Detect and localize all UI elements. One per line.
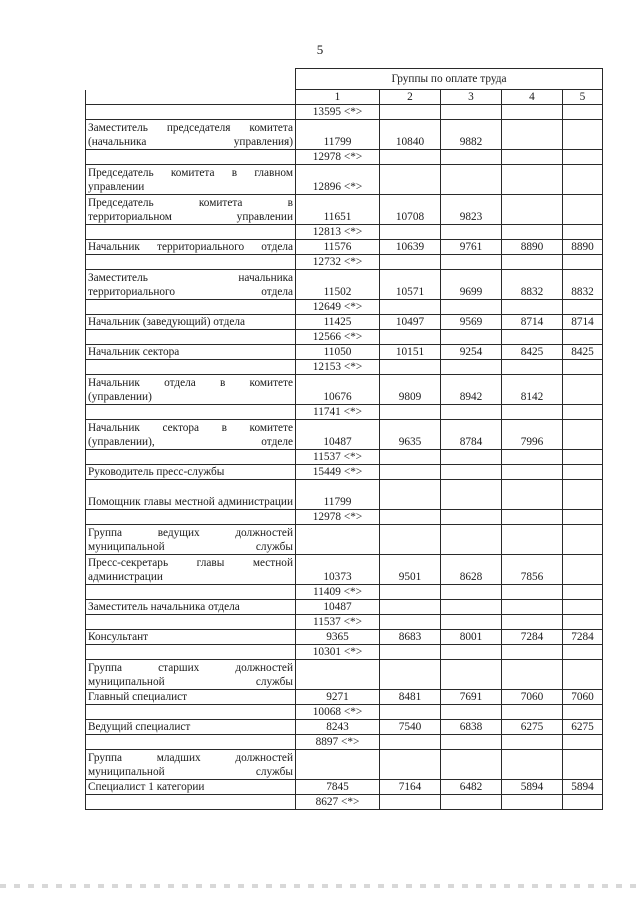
salary-cell-group-3 [441, 645, 502, 660]
position-name-cell [86, 795, 296, 810]
salary-cell-group-4 [502, 360, 563, 375]
salary-cell-group-4 [502, 750, 563, 780]
salary-cell-group-1: 12566 <*> [296, 330, 380, 345]
salary-cell-group-1: 11741 <*> [296, 405, 380, 420]
table-row [86, 315, 603, 330]
salary-cell-group-4: 7856 [502, 555, 563, 585]
position-name-cell [86, 405, 296, 420]
salary-cell-group-3 [441, 465, 502, 480]
salary-cell-group-1: 15449 <*> [296, 465, 380, 480]
salary-cell-group-1 [296, 660, 380, 690]
salary-cell-group-4 [502, 195, 563, 225]
salary-cell-group-3 [441, 660, 502, 690]
salary-cell-group-4 [502, 225, 563, 240]
salary-cell-group-4 [502, 150, 563, 165]
position-name-cell [86, 360, 296, 375]
salary-cell-group-4 [502, 615, 563, 630]
salary-cell-group-1 [296, 750, 380, 780]
table-row [86, 105, 603, 120]
salary-cell-group-5 [563, 795, 603, 810]
position-name-cell [86, 105, 296, 120]
salary-cell-group-4: 8890 [502, 240, 563, 255]
salary-cell-group-1: 9271 [296, 690, 380, 705]
table-row [86, 645, 603, 660]
table-row [86, 720, 603, 735]
salary-cell-group-5 [563, 465, 603, 480]
table-row [86, 450, 603, 465]
salary-cell-group-4 [502, 165, 563, 195]
salary-cell-group-3 [441, 750, 502, 780]
position-name-cell: Заместитель председателя комитета (начальника управления) [86, 120, 296, 150]
salary-cell-group-1: 9365 [296, 630, 380, 645]
table-row [86, 780, 603, 795]
table-row [86, 705, 603, 720]
position-name-cell: Начальник сектора [86, 345, 296, 360]
salary-cell-group-3 [441, 225, 502, 240]
salary-cell-group-3 [441, 255, 502, 270]
salary-cell-group-4 [502, 450, 563, 465]
salary-cell-group-2 [380, 330, 441, 345]
salary-cell-group-5 [563, 105, 603, 120]
salary-cell-group-5 [563, 165, 603, 195]
salary-cell-group-2: 10571 [380, 270, 441, 300]
salary-cell-group-2 [380, 360, 441, 375]
position-name-cell [86, 225, 296, 240]
position-name-cell: Консультант [86, 630, 296, 645]
salary-cell-group-1: 12153 <*> [296, 360, 380, 375]
salary-cell-group-4 [502, 705, 563, 720]
salary-cell-group-1: 11502 [296, 270, 380, 300]
salary-cell-group-1: 10676 [296, 375, 380, 405]
salary-cell-group-4: 7996 [502, 420, 563, 450]
salary-cell-group-2: 7540 [380, 720, 441, 735]
salary-cell-group-4 [502, 525, 563, 555]
position-name-cell: Пресс-секретарь главы местной администрации [86, 555, 296, 585]
table-row [86, 465, 603, 480]
salary-cell-group-4 [502, 255, 563, 270]
salary-cell-group-5 [563, 600, 603, 615]
salary-cell-group-1: 10487 [296, 420, 380, 450]
salary-cell-group-2: 8481 [380, 690, 441, 705]
salary-cell-group-1: 11799 [296, 480, 380, 510]
salary-cell-group-3: 8001 [441, 630, 502, 645]
salary-cell-group-1: 10068 <*> [296, 705, 380, 720]
salary-cell-group-5 [563, 255, 603, 270]
salary-cell-group-1: 11537 <*> [296, 615, 380, 630]
table-row [86, 510, 603, 525]
position-name-cell: Начальник территориального отдела [86, 240, 296, 255]
salary-cell-group-2 [380, 465, 441, 480]
salary-cell-group-5: 8832 [563, 270, 603, 300]
table-row [86, 360, 603, 375]
group-number: 4 [502, 90, 563, 105]
salary-cell-group-4 [502, 510, 563, 525]
salary-cell-group-5: 8425 [563, 345, 603, 360]
salary-cell-group-5: 8890 [563, 240, 603, 255]
salary-cell-group-3 [441, 615, 502, 630]
salary-cell-group-1: 10301 <*> [296, 645, 380, 660]
salary-cell-group-1: 11409 <*> [296, 585, 380, 600]
salary-cell-group-5: 7284 [563, 630, 603, 645]
salary-cell-group-3 [441, 165, 502, 195]
salary-cell-group-3: 8942 [441, 375, 502, 405]
salary-cell-group-2: 10151 [380, 345, 441, 360]
salary-cell-group-2 [380, 705, 441, 720]
table-row [86, 585, 603, 600]
table-row [86, 150, 603, 165]
position-name-cell: Ведущий специалист [86, 720, 296, 735]
salary-cell-group-2: 10708 [380, 195, 441, 225]
table-row [86, 165, 603, 195]
salary-cell-group-4: 7060 [502, 690, 563, 705]
salary-cell-group-1: 13595 <*> [296, 105, 380, 120]
position-name-cell: Главный специалист [86, 690, 296, 705]
group-number: 5 [563, 90, 603, 105]
salary-cell-group-3 [441, 405, 502, 420]
salary-cell-group-3 [441, 525, 502, 555]
salary-cell-group-5 [563, 225, 603, 240]
salary-cell-group-4 [502, 300, 563, 315]
salary-cell-group-4: 8832 [502, 270, 563, 300]
salary-cell-group-3: 8628 [441, 555, 502, 585]
salary-cell-group-5 [563, 555, 603, 585]
salary-cell-group-4: 8714 [502, 315, 563, 330]
salary-cell-group-2 [380, 615, 441, 630]
table-row [86, 270, 603, 300]
group-number: 1 [296, 90, 380, 105]
salary-cell-group-2 [380, 585, 441, 600]
salary-cell-group-3 [441, 300, 502, 315]
salary-cell-group-1: 11537 <*> [296, 450, 380, 465]
position-name-cell: Заместитель начальника отдела [86, 600, 296, 615]
table-row [86, 240, 603, 255]
table-row [86, 525, 603, 555]
salary-cell-group-3 [441, 330, 502, 345]
salary-cell-group-4 [502, 465, 563, 480]
salary-cell-group-2 [380, 600, 441, 615]
position-name-cell: Председатель комитета в территориальном управлении [86, 195, 296, 225]
table-row [86, 375, 603, 405]
salary-cell-group-2 [380, 480, 441, 510]
salary-cell-group-3 [441, 705, 502, 720]
group-number: 3 [441, 90, 502, 105]
table-row [86, 750, 603, 780]
salary-cell-group-1: 8897 <*> [296, 735, 380, 750]
salary-cell-group-3 [441, 150, 502, 165]
salary-cell-group-1: 8627 <*> [296, 795, 380, 810]
salary-cell-group-3: 9823 [441, 195, 502, 225]
salary-cell-group-1: 10487 [296, 600, 380, 615]
salary-cell-group-5 [563, 405, 603, 420]
salary-cell-group-3 [441, 795, 502, 810]
salary-cell-group-4 [502, 330, 563, 345]
table-body [86, 105, 603, 810]
position-name-cell [86, 150, 296, 165]
salary-cell-group-2 [380, 105, 441, 120]
salary-cell-group-2: 10639 [380, 240, 441, 255]
salary-cell-group-5 [563, 375, 603, 405]
salary-cell-group-3 [441, 480, 502, 510]
salary-cell-group-5 [563, 480, 603, 510]
salary-cell-group-5: 7060 [563, 690, 603, 705]
salary-cell-group-1 [296, 525, 380, 555]
salary-cell-group-1: 12813 <*> [296, 225, 380, 240]
salary-cell-group-5: 8714 [563, 315, 603, 330]
salary-cell-group-1: 12978 <*> [296, 510, 380, 525]
salary-cell-group-2 [380, 225, 441, 240]
scan-artifact [0, 884, 640, 888]
group-header: Группы по оплате труда [296, 69, 603, 90]
salary-cell-group-1: 11576 [296, 240, 380, 255]
salary-cell-group-3 [441, 585, 502, 600]
salary-cell-group-5 [563, 510, 603, 525]
salary-cell-group-3 [441, 105, 502, 120]
salary-cell-group-5 [563, 660, 603, 690]
salary-cell-group-4: 8425 [502, 345, 563, 360]
header-blank-cell [86, 69, 296, 90]
salary-cell-group-1: 12896 <*> [296, 165, 380, 195]
position-name-cell [86, 330, 296, 345]
salary-cell-group-2 [380, 510, 441, 525]
salary-cell-group-4: 8142 [502, 375, 563, 405]
position-name-cell: Заместитель начальника территориального отдела [86, 270, 296, 300]
salary-cell-group-5 [563, 750, 603, 780]
salary-cell-group-2: 9635 [380, 420, 441, 450]
position-name-cell [86, 255, 296, 270]
salary-cell-group-3 [441, 735, 502, 750]
salary-cell-group-4: 5894 [502, 780, 563, 795]
salary-cell-group-2: 10840 [380, 120, 441, 150]
table-row [86, 225, 603, 240]
salary-cell-group-3 [441, 510, 502, 525]
table-header-row [86, 69, 603, 90]
table-row [86, 330, 603, 345]
table-row [86, 420, 603, 450]
salary-cell-group-3: 9761 [441, 240, 502, 255]
salary-cell-group-2 [380, 795, 441, 810]
position-name-cell: Начальник отдела в комитете (управлении) [86, 375, 296, 405]
salary-cell-group-3 [441, 360, 502, 375]
salary-cell-group-4 [502, 585, 563, 600]
salary-cell-group-5 [563, 120, 603, 150]
position-name-cell [86, 615, 296, 630]
salary-cell-group-3: 6482 [441, 780, 502, 795]
position-name-cell: Начальник (заведующий) отдела [86, 315, 296, 330]
salary-cell-group-1: 8243 [296, 720, 380, 735]
salary-cell-group-2: 7164 [380, 780, 441, 795]
salary-table [85, 68, 603, 810]
salary-cell-group-5 [563, 645, 603, 660]
table-row [86, 690, 603, 705]
salary-cell-group-5 [563, 420, 603, 450]
salary-cell-group-3: 9254 [441, 345, 502, 360]
position-name-cell: Председатель комитета в главном управлении [86, 165, 296, 195]
salary-cell-group-4 [502, 405, 563, 420]
salary-cell-group-3: 9569 [441, 315, 502, 330]
salary-cell-group-4: 7284 [502, 630, 563, 645]
salary-cell-group-3: 7691 [441, 690, 502, 705]
salary-cell-group-1: 11050 [296, 345, 380, 360]
salary-cell-group-4 [502, 735, 563, 750]
position-name-cell: Руководитель пресс-службы [86, 465, 296, 480]
salary-cell-group-5 [563, 360, 603, 375]
salary-cell-group-2: 8683 [380, 630, 441, 645]
salary-cell-group-5 [563, 300, 603, 315]
salary-cell-group-2 [380, 735, 441, 750]
position-name-cell: Группа младших должностей муниципальной службы [86, 750, 296, 780]
position-name-cell: Группа старших должностей муниципальной службы [86, 660, 296, 690]
salary-cell-group-4 [502, 795, 563, 810]
position-name-cell [86, 450, 296, 465]
salary-cell-group-4 [502, 105, 563, 120]
position-name-cell [86, 645, 296, 660]
table-row [86, 795, 603, 810]
salary-cell-group-3: 8784 [441, 420, 502, 450]
table-row [86, 630, 603, 645]
salary-cell-group-2 [380, 165, 441, 195]
salary-cell-group-5 [563, 330, 603, 345]
salary-cell-group-1: 11799 [296, 120, 380, 150]
table-row [86, 345, 603, 360]
salary-cell-group-3: 6838 [441, 720, 502, 735]
salary-cell-group-5 [563, 585, 603, 600]
salary-cell-group-1: 11425 [296, 315, 380, 330]
salary-cell-group-2 [380, 645, 441, 660]
table-row [86, 615, 603, 630]
salary-cell-group-4 [502, 120, 563, 150]
salary-cell-group-2 [380, 300, 441, 315]
salary-cell-group-2 [380, 750, 441, 780]
salary-cell-group-5 [563, 195, 603, 225]
salary-cell-group-4 [502, 645, 563, 660]
salary-cell-group-2 [380, 150, 441, 165]
group-number: 2 [380, 90, 441, 105]
salary-cell-group-5: 6275 [563, 720, 603, 735]
header-blank-cell [86, 90, 296, 105]
salary-cell-group-4 [502, 660, 563, 690]
salary-cell-group-2 [380, 255, 441, 270]
page-number: 5 [316, 42, 324, 57]
salary-cell-group-2 [380, 450, 441, 465]
salary-cell-group-4 [502, 600, 563, 615]
salary-cell-group-2 [380, 405, 441, 420]
salary-cell-group-5 [563, 150, 603, 165]
salary-cell-group-1: 7845 [296, 780, 380, 795]
position-name-cell: Помощник главы местной администрации [86, 480, 296, 510]
salary-cell-group-5: 5894 [563, 780, 603, 795]
table-row [86, 195, 603, 225]
table-row [86, 600, 603, 615]
salary-cell-group-3: 9699 [441, 270, 502, 300]
salary-cell-group-3 [441, 450, 502, 465]
salary-cell-group-3: 9882 [441, 120, 502, 150]
position-name-cell: Начальник сектора в комитете (управлении), отделе [86, 420, 296, 450]
table-row [86, 120, 603, 150]
salary-cell-group-5 [563, 450, 603, 465]
table-row [86, 300, 603, 315]
salary-cell-group-4 [502, 480, 563, 510]
salary-cell-group-5 [563, 525, 603, 555]
salary-cell-group-2: 9501 [380, 555, 441, 585]
salary-cell-group-1: 12732 <*> [296, 255, 380, 270]
position-name-cell [86, 300, 296, 315]
table-row [86, 255, 603, 270]
position-name-cell [86, 510, 296, 525]
table-row [86, 405, 603, 420]
position-name-cell [86, 585, 296, 600]
position-name-cell: Специалист 1 категории [86, 780, 296, 795]
salary-cell-group-5 [563, 705, 603, 720]
group-numbers-row [86, 90, 603, 105]
position-name-cell: Группа ведущих должностей муниципальной службы [86, 525, 296, 555]
salary-cell-group-4: 6275 [502, 720, 563, 735]
salary-cell-group-1: 12978 <*> [296, 150, 380, 165]
salary-cell-group-1: 10373 [296, 555, 380, 585]
salary-cell-group-1: 11651 [296, 195, 380, 225]
salary-cell-group-2 [380, 525, 441, 555]
position-name-cell [86, 735, 296, 750]
salary-cell-group-5 [563, 615, 603, 630]
salary-cell-group-1: 12649 <*> [296, 300, 380, 315]
salary-cell-group-2 [380, 660, 441, 690]
salary-cell-group-2: 10497 [380, 315, 441, 330]
salary-cell-group-5 [563, 735, 603, 750]
table-row [86, 660, 603, 690]
table-row [86, 480, 603, 510]
salary-cell-group-3 [441, 600, 502, 615]
table-row [86, 555, 603, 585]
table-row [86, 735, 603, 750]
salary-cell-group-2: 9809 [380, 375, 441, 405]
position-name-cell [86, 705, 296, 720]
